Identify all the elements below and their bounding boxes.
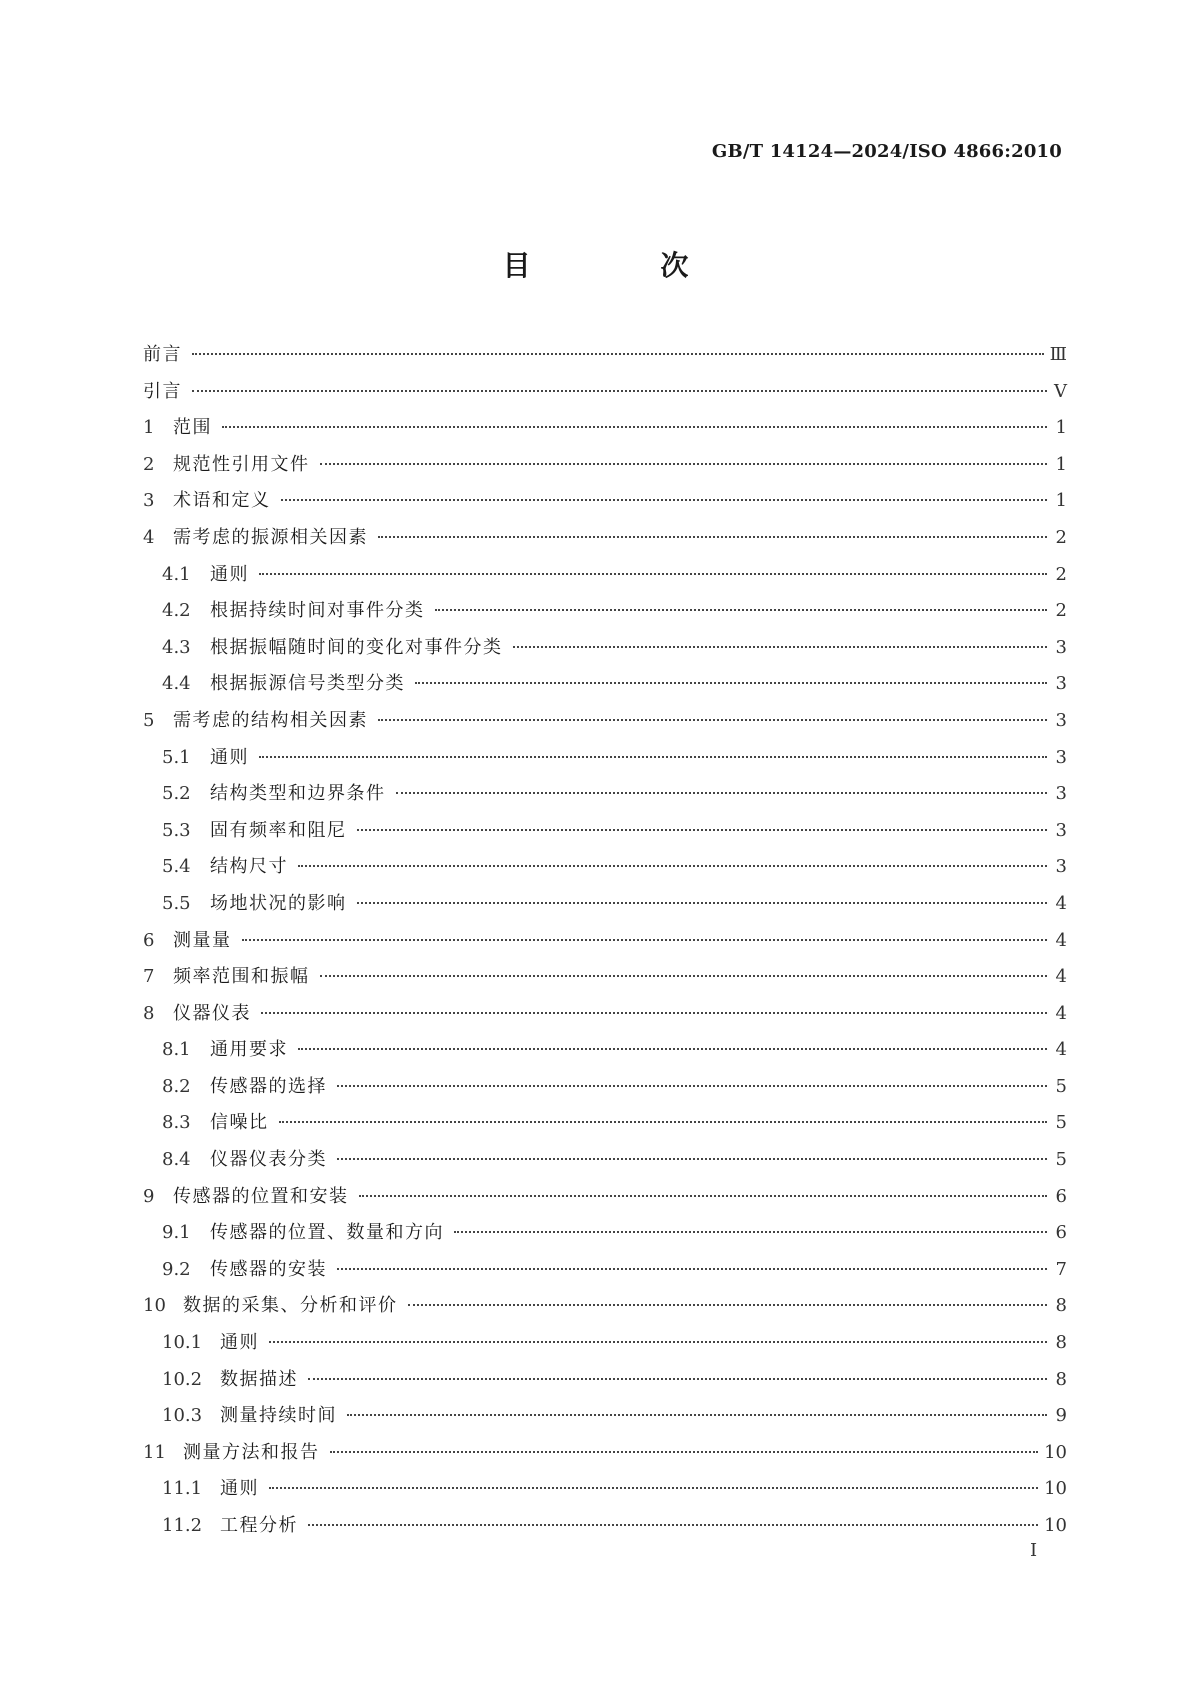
dot-leader xyxy=(415,682,1047,684)
toc-entry-page: Ⅴ xyxy=(1054,380,1067,402)
toc-entry-label[interactable]: 信噪比 xyxy=(210,1112,269,1134)
page-title: 目 次 xyxy=(502,249,749,282)
dot-leader xyxy=(330,1451,1039,1453)
toc-entry[interactable] xyxy=(143,666,1067,703)
dot-leader xyxy=(357,829,1048,831)
toc-entry-label[interactable]: 需考虑的振源相关因素 xyxy=(173,526,368,548)
toc-entry[interactable] xyxy=(143,337,1067,374)
dot-leader xyxy=(259,573,1047,575)
toc-entry-label[interactable]: 仪器仪表分类 xyxy=(210,1149,327,1171)
page-folio: Ⅰ xyxy=(1030,1540,1038,1561)
toc-entry-number: 4.1 xyxy=(162,563,191,585)
toc-entry-page: 8 xyxy=(1055,1368,1067,1390)
toc-entry[interactable] xyxy=(143,1215,1067,1252)
toc-entry[interactable] xyxy=(143,374,1067,411)
toc-entry-page: 5 xyxy=(1055,1112,1067,1134)
toc-entry-page: 9 xyxy=(1055,1405,1067,1427)
toc-entry-page: 4 xyxy=(1055,1039,1067,1061)
dot-leader xyxy=(281,499,1048,501)
toc-entry-label[interactable]: 根据振幅随时间的变化对事件分类 xyxy=(210,636,503,658)
toc-entry-number: 3 xyxy=(143,490,155,512)
toc-entry-page: 5 xyxy=(1055,1075,1067,1097)
dot-leader xyxy=(279,1121,1048,1123)
toc-entry-number: 1 xyxy=(143,417,155,439)
toc-entry-label[interactable]: 通则 xyxy=(220,1332,259,1354)
toc-entry[interactable] xyxy=(143,410,1067,447)
toc-entry-number: 8.2 xyxy=(162,1075,191,1097)
toc-entry-number: 9.2 xyxy=(162,1258,191,1280)
toc-entry-label[interactable]: 频率范围和振幅 xyxy=(173,966,310,988)
dot-leader xyxy=(222,426,1047,428)
toc-entry-label[interactable]: 根据振源信号类型分类 xyxy=(210,673,405,695)
toc-entry[interactable] xyxy=(143,776,1067,813)
toc-entry[interactable] xyxy=(143,813,1067,850)
toc-entry[interactable] xyxy=(143,1508,1067,1545)
toc-entry-number: 8 xyxy=(143,1002,155,1024)
toc-entry-label[interactable]: 测量持续时间 xyxy=(220,1405,337,1427)
dot-leader xyxy=(298,865,1047,867)
toc-entry[interactable] xyxy=(143,849,1067,886)
toc-entry-label[interactable]: 范围 xyxy=(173,417,212,439)
toc-entry[interactable] xyxy=(143,1142,1067,1179)
toc-entry-label[interactable]: 传感器的安装 xyxy=(210,1258,327,1280)
dot-leader xyxy=(269,1487,1038,1489)
dot-leader xyxy=(261,1012,1047,1014)
toc-entry-page: 6 xyxy=(1055,1222,1067,1244)
toc-entry-page: 2 xyxy=(1055,526,1067,548)
toc-entry-number: 5.5 xyxy=(162,892,191,914)
toc-entry[interactable] xyxy=(143,1325,1067,1362)
toc-entry-number: 2 xyxy=(143,453,155,475)
toc-entry[interactable] xyxy=(143,483,1067,520)
toc-entry-label[interactable]: 工程分析 xyxy=(220,1515,298,1536)
dot-leader xyxy=(259,756,1047,758)
toc-entry-label[interactable]: 传感器的选择 xyxy=(210,1075,327,1097)
dot-leader xyxy=(513,646,1048,648)
toc-entry[interactable] xyxy=(143,1435,1067,1472)
toc-entry-page: 10 xyxy=(1044,1478,1067,1500)
dot-leader xyxy=(359,1195,1048,1197)
toc-entry-number: 10.3 xyxy=(162,1405,203,1427)
toc-entry-page: 2 xyxy=(1055,600,1067,622)
toc-entry-page: 4 xyxy=(1055,892,1067,914)
toc-entry-label[interactable]: 通用要求 xyxy=(210,1039,288,1061)
toc-entry-label[interactable]: 数据描述 xyxy=(220,1368,298,1390)
toc-entry-number: 5 xyxy=(143,709,155,731)
toc-entry-label[interactable]: 术语和定义 xyxy=(173,490,271,512)
toc-entry-label[interactable]: 规范性引用文件 xyxy=(173,453,310,475)
standard-code: GB/T 14124—2024/ISO 4866:2010 xyxy=(711,141,1062,162)
dot-leader xyxy=(347,1414,1047,1416)
toc-entry[interactable] xyxy=(143,959,1067,996)
toc-entry-number: 5.2 xyxy=(162,783,191,805)
toc-entry-page: 3 xyxy=(1055,709,1067,731)
toc-entry-label[interactable]: 数据的采集、分析和评价 xyxy=(183,1295,398,1317)
toc-entry-number: 8.3 xyxy=(162,1112,191,1134)
toc-entry[interactable] xyxy=(143,1398,1067,1435)
toc-entry-page: 1 xyxy=(1055,417,1067,439)
toc-entry-number: 4.3 xyxy=(162,636,191,658)
toc-entry-page: 3 xyxy=(1055,783,1067,805)
toc-entry[interactable] xyxy=(143,1032,1067,1069)
toc-entry-label[interactable]: 通则 xyxy=(210,746,249,768)
toc-entry-page: 6 xyxy=(1055,1185,1067,1207)
toc-entry-number: 9 xyxy=(143,1185,155,1207)
toc-entry-page: 3 xyxy=(1055,746,1067,768)
toc-entry[interactable] xyxy=(143,996,1067,1033)
toc-entry-label[interactable]: 需考虑的结构相关因素 xyxy=(173,709,368,731)
toc-entry[interactable] xyxy=(143,1288,1067,1325)
dot-leader xyxy=(320,975,1048,977)
toc-entry-page: 1 xyxy=(1055,453,1067,475)
table-of-contents xyxy=(143,337,1067,1545)
toc-entry-number: 11.2 xyxy=(162,1515,203,1536)
toc-entry-page: 8 xyxy=(1055,1332,1067,1354)
toc-entry-page: 5 xyxy=(1055,1149,1067,1171)
toc-entry-label[interactable]: 通则 xyxy=(210,563,249,585)
toc-entry-page: 10 xyxy=(1044,1441,1067,1463)
dot-leader xyxy=(308,1524,1038,1526)
toc-entry[interactable] xyxy=(143,703,1067,740)
dot-leader xyxy=(378,536,1047,538)
toc-entry-label[interactable]: 前言 xyxy=(143,344,182,365)
toc-entry-page: 3 xyxy=(1055,819,1067,841)
toc-entry[interactable] xyxy=(143,520,1067,557)
toc-entry-page: 3 xyxy=(1055,856,1067,878)
dot-leader xyxy=(298,1048,1047,1050)
toc-entry-label[interactable]: 通则 xyxy=(220,1478,259,1500)
toc-entry[interactable] xyxy=(143,1252,1067,1289)
toc-entry-label[interactable]: 场地状况的影响 xyxy=(210,892,347,914)
toc-entry-page: 3 xyxy=(1055,673,1067,695)
toc-entry-page: 7 xyxy=(1055,1258,1067,1280)
toc-entry-page: Ⅲ xyxy=(1049,344,1067,365)
toc-entry[interactable] xyxy=(143,740,1067,777)
toc-entry[interactable] xyxy=(143,630,1067,667)
toc-entry-label[interactable]: 引言 xyxy=(143,380,182,402)
dot-leader xyxy=(337,1158,1047,1160)
dot-leader xyxy=(378,719,1047,721)
toc-entry-number: 4.2 xyxy=(162,600,191,622)
toc-entry[interactable] xyxy=(143,1471,1067,1508)
toc-entry[interactable] xyxy=(143,1105,1067,1142)
toc-entry-page: 4 xyxy=(1055,966,1067,988)
toc-entry-number: 8.1 xyxy=(162,1039,191,1061)
toc-entry[interactable] xyxy=(143,1179,1067,1216)
toc-entry[interactable] xyxy=(143,886,1067,923)
toc-entry-page: 10 xyxy=(1044,1515,1067,1536)
toc-entry-label[interactable]: 传感器的位置和安装 xyxy=(173,1185,349,1207)
dot-leader xyxy=(192,353,1044,355)
dot-leader xyxy=(337,1085,1047,1087)
toc-entry-number: 10 xyxy=(143,1295,166,1317)
toc-entry-number: 6 xyxy=(143,929,155,951)
toc-entry[interactable] xyxy=(143,1362,1067,1399)
dot-leader xyxy=(337,1268,1047,1270)
dot-leader xyxy=(396,792,1048,794)
dot-leader xyxy=(269,1341,1047,1343)
toc-entry-label[interactable]: 固有频率和阻尼 xyxy=(210,819,347,841)
toc-entry[interactable] xyxy=(143,593,1067,630)
toc-entry[interactable] xyxy=(143,447,1067,484)
dot-leader xyxy=(242,939,1048,941)
toc-entry-label[interactable]: 仪器仪表 xyxy=(173,1002,251,1024)
toc-entry-label[interactable]: 结构类型和边界条件 xyxy=(210,783,386,805)
toc-entry-number: 11.1 xyxy=(162,1478,203,1500)
toc-entry[interactable] xyxy=(143,923,1067,960)
toc-entry-number: 10.2 xyxy=(162,1368,203,1390)
dot-leader xyxy=(435,609,1048,611)
toc-entry-page: 8 xyxy=(1055,1295,1067,1317)
toc-entry-page: 1 xyxy=(1055,490,1067,512)
toc-entry-number: 5.3 xyxy=(162,819,191,841)
dot-leader xyxy=(357,902,1048,904)
toc-entry-number: 4 xyxy=(143,526,155,548)
toc-entry-page: 4 xyxy=(1055,1002,1067,1024)
toc-entry-number: 10.1 xyxy=(162,1332,203,1354)
toc-entry-label[interactable]: 测量量 xyxy=(173,929,232,951)
toc-entry-label[interactable]: 传感器的位置、数量和方向 xyxy=(210,1222,444,1244)
toc-entry-number: 9.1 xyxy=(162,1222,191,1244)
toc-entry-label[interactable]: 测量方法和报告 xyxy=(183,1441,320,1463)
toc-entry-label[interactable]: 结构尺寸 xyxy=(210,856,288,878)
toc-entry-page: 3 xyxy=(1055,636,1067,658)
toc-entry-number: 8.4 xyxy=(162,1149,191,1171)
dot-leader xyxy=(320,463,1048,465)
toc-entry[interactable] xyxy=(143,1069,1067,1106)
toc-entry-number: 11 xyxy=(143,1441,166,1463)
toc-entry-label[interactable]: 根据持续时间对事件分类 xyxy=(210,600,425,622)
toc-entry-number: 5.1 xyxy=(162,746,191,768)
dot-leader xyxy=(308,1378,1047,1380)
toc-entry-number: 4.4 xyxy=(162,673,191,695)
dot-leader xyxy=(408,1304,1048,1306)
toc-entry-number: 7 xyxy=(143,966,155,988)
dot-leader xyxy=(192,390,1047,392)
toc-entry-page: 2 xyxy=(1055,563,1067,585)
toc-entry[interactable] xyxy=(143,557,1067,594)
toc-entry-page: 4 xyxy=(1055,929,1067,951)
dot-leader xyxy=(454,1231,1047,1233)
toc-entry-number: 5.4 xyxy=(162,856,191,878)
